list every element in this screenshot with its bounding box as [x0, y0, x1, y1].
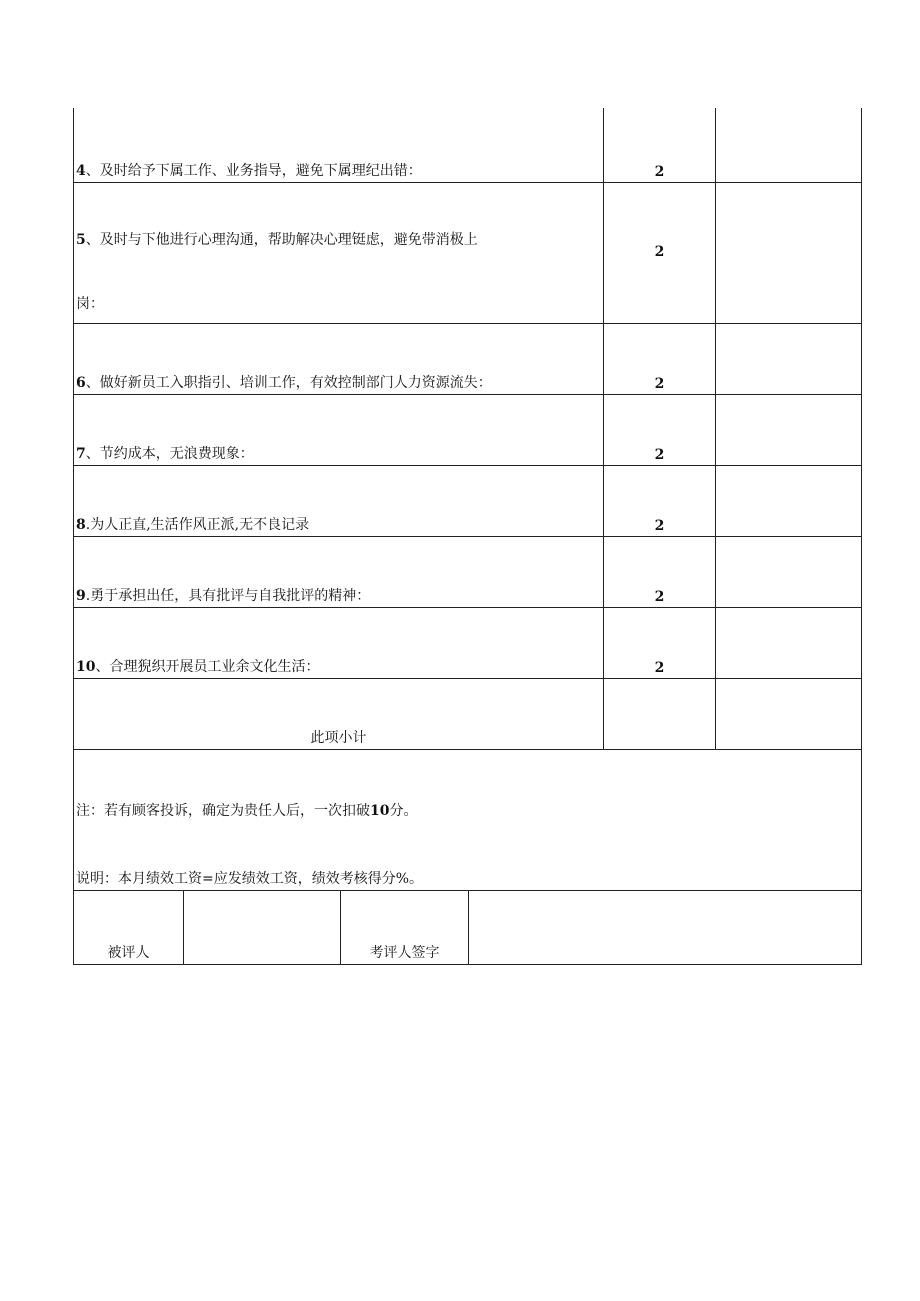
table-row	[74, 536, 862, 607]
actual-score-cell[interactable]	[716, 323, 862, 394]
criterion-item-9: 9.勇于承担出任，具有批评与自我批评的精神：	[74, 536, 604, 607]
table-row	[74, 108, 862, 182]
criterion-item-8: 8.为人正直,生活作风正派,无不良记录	[74, 465, 604, 536]
table-row	[74, 465, 862, 536]
actual-score-cell[interactable]	[716, 394, 862, 465]
evaluatee-signature-field[interactable]	[184, 891, 341, 965]
actual-score-cell[interactable]	[716, 182, 862, 323]
actual-score-cell[interactable]	[716, 465, 862, 536]
actual-score-cell[interactable]	[716, 536, 862, 607]
score-cell: 2	[604, 182, 716, 323]
actual-score-cell[interactable]	[716, 607, 862, 678]
evaluator-signature-field[interactable]	[469, 891, 862, 965]
subtotal-score-cell[interactable]	[604, 678, 716, 749]
criterion-item-6: 6、做好新员工入职指引、培训工作，有效控制部门人力资源流失：	[74, 323, 604, 394]
criteria-table	[73, 108, 862, 891]
table-row	[74, 323, 862, 394]
evaluatee-label: 被评人	[74, 891, 184, 965]
explanation-note: 说明：本月绩效工资=应发绩效工资，绩效考核得分%。	[76, 870, 424, 887]
subtotal-row	[74, 678, 862, 749]
table-row	[74, 182, 862, 323]
criterion-item-10: 10、合理猊织开展员工业余文化生活：	[74, 607, 604, 678]
notes-cell	[74, 749, 862, 890]
table-row	[74, 394, 862, 465]
evaluation-sheet	[73, 108, 861, 965]
criterion-item-7: 7、节约成本，无浪费现象：	[74, 394, 604, 465]
signature-row	[74, 891, 862, 965]
signature-table	[73, 891, 862, 965]
subtotal-actual-cell[interactable]	[716, 678, 862, 749]
evaluator-label: 考评人签字	[341, 891, 469, 965]
score-cell: 2	[604, 536, 716, 607]
subtotal-label: 此项小计	[74, 678, 604, 749]
score-cell: 2	[604, 394, 716, 465]
criterion-item-4: 4、及时给予下属工作、业务指导，避免下属理纪出错：	[74, 108, 604, 182]
score-cell: 2	[604, 465, 716, 536]
score-cell: 2	[604, 323, 716, 394]
criterion-item-5: 5、及时与下他进行心理沟通，帮助解决心理铤虑，避免带消极上 岗：	[74, 182, 604, 323]
notes-row	[74, 749, 862, 890]
score-cell: 2	[604, 607, 716, 678]
table-row	[74, 607, 862, 678]
score-cell: 2	[604, 108, 716, 182]
actual-score-cell[interactable]	[716, 108, 862, 182]
complaint-note: 注：若有顾客投诉，确定为贵任人后，一次扣破10分。	[76, 802, 418, 819]
